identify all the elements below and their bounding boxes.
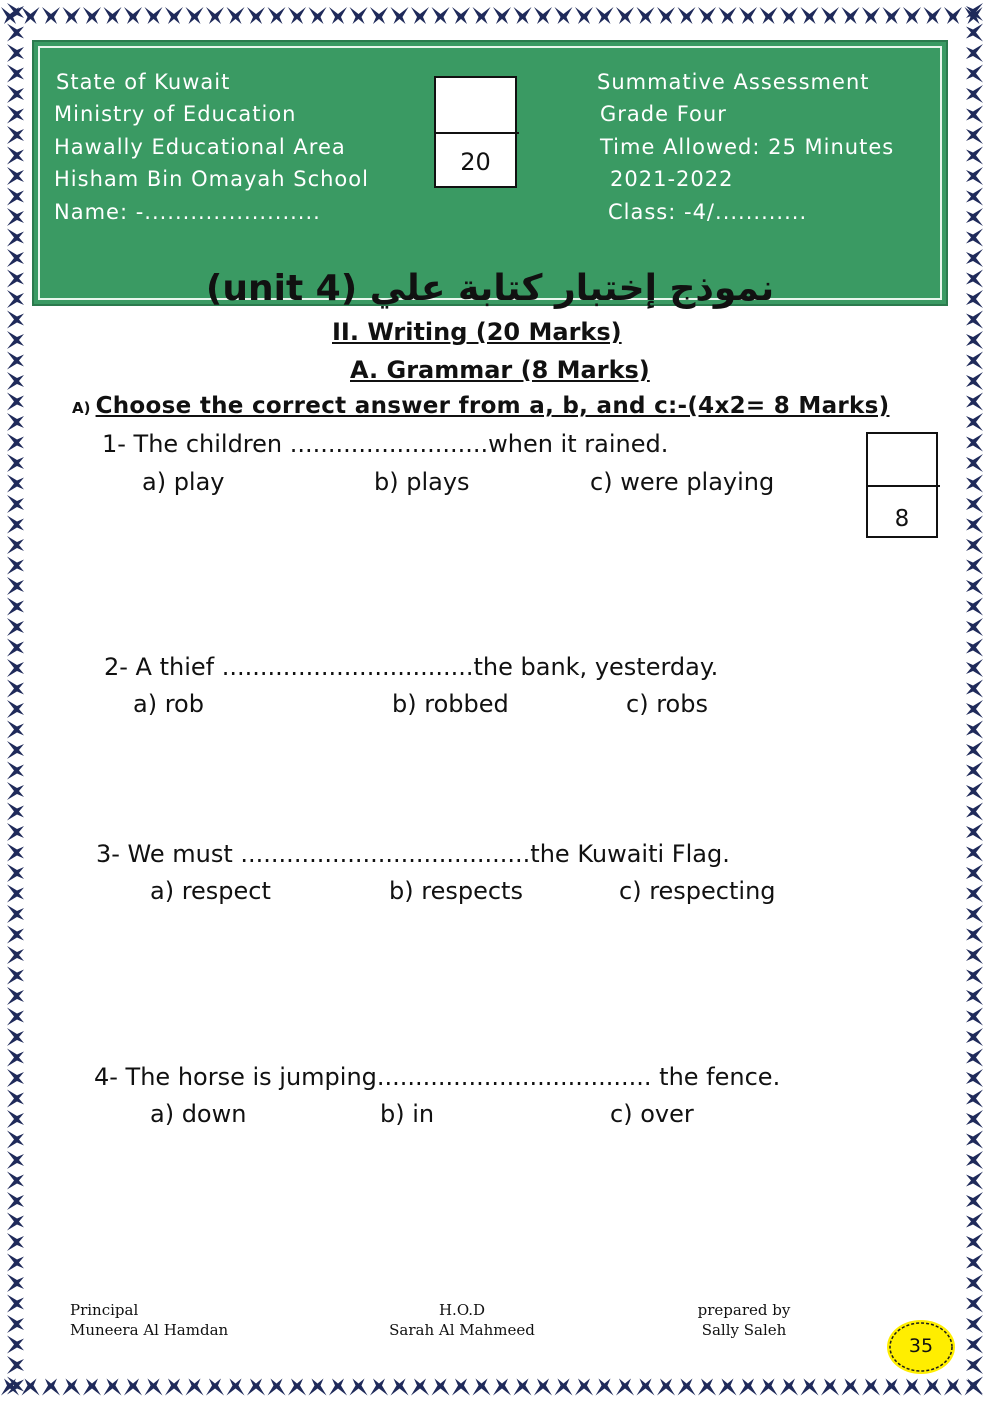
- border-bird-icon: [966, 1233, 983, 1251]
- border-bird-icon: [7, 3, 24, 21]
- total-score-box: [434, 76, 517, 188]
- decorative-border-bottom: [0, 1372, 992, 1403]
- border-bird-icon: [7, 1192, 24, 1210]
- border-bird-icon: [288, 7, 306, 24]
- border-bird-icon: [432, 7, 450, 24]
- header-ministry: Ministry of Education: [54, 102, 297, 126]
- border-bird-icon: [966, 1008, 983, 1026]
- border-bird-icon: [7, 1008, 24, 1026]
- border-bird-icon: [7, 1028, 24, 1046]
- border-bird-icon: [966, 106, 983, 124]
- question-3-option-c[interactable]: c) respecting: [619, 877, 776, 905]
- border-bird-icon: [966, 946, 983, 964]
- border-bird-icon: [7, 106, 24, 124]
- student-name-field[interactable]: Name: -.......................: [54, 200, 321, 224]
- class-field[interactable]: Class: -4/............: [608, 200, 808, 224]
- border-bird-icon: [924, 7, 942, 24]
- border-bird-icon: [966, 762, 983, 780]
- border-bird-icon: [821, 7, 839, 24]
- border-bird-icon: [247, 1379, 265, 1396]
- border-bird-icon: [309, 1379, 327, 1396]
- border-bird-icon: [966, 1049, 983, 1067]
- question-4-option-a[interactable]: a) down: [150, 1100, 247, 1128]
- border-bird-icon: [966, 1090, 983, 1108]
- question-4-text: 4- The horse is jumping.................................... the fence.: [94, 1063, 781, 1091]
- border-bird-icon: [966, 495, 983, 513]
- border-bird-icon: [7, 147, 24, 165]
- question-4-option-c[interactable]: c) over: [610, 1100, 694, 1128]
- border-bird-icon: [966, 1028, 983, 1046]
- border-bird-icon: [268, 7, 286, 24]
- border-bird-icon: [575, 1379, 593, 1396]
- border-bird-icon: [966, 1172, 983, 1190]
- border-bird-icon: [309, 7, 327, 24]
- header-state: State of Kuwait: [56, 70, 231, 94]
- border-bird-icon: [165, 7, 183, 24]
- border-bird-icon: [104, 1379, 122, 1396]
- border-bird-icon: [452, 7, 470, 24]
- border-bird-icon: [7, 229, 24, 247]
- border-bird-icon: [7, 1356, 24, 1374]
- border-bird-icon: [7, 536, 24, 554]
- border-bird-icon: [186, 7, 204, 24]
- border-bird-icon: [760, 1379, 778, 1396]
- border-bird-icon: [7, 885, 24, 903]
- border-bird-icon: [966, 311, 983, 329]
- border-bird-icon: [42, 1379, 60, 1396]
- question-2-option-b[interactable]: b) robbed: [392, 690, 509, 718]
- border-bird-icon: [966, 167, 983, 185]
- page-number-badge: [887, 1320, 955, 1374]
- border-bird-icon: [966, 823, 983, 841]
- border-bird-icon: [966, 1131, 983, 1149]
- border-bird-icon: [145, 1379, 163, 1396]
- border-bird-icon: [7, 926, 24, 944]
- border-bird-icon: [350, 1379, 368, 1396]
- border-bird-icon: [7, 270, 24, 288]
- border-bird-icon: [145, 7, 163, 24]
- border-bird-icon: [966, 413, 983, 431]
- border-bird-icon: [7, 167, 24, 185]
- border-bird-icon: [555, 7, 573, 24]
- border-bird-icon: [842, 7, 860, 24]
- border-bird-icon: [966, 721, 983, 739]
- border-bird-icon: [903, 7, 921, 24]
- border-bird-icon: [7, 659, 24, 677]
- question-1-option-b[interactable]: b) plays: [374, 468, 470, 496]
- section-score-box: [866, 432, 938, 538]
- border-bird-icon: [7, 700, 24, 718]
- border-bird-icon: [966, 434, 983, 452]
- border-bird-icon: [7, 762, 24, 780]
- border-bird-icon: [821, 1379, 839, 1396]
- border-bird-icon: [862, 7, 880, 24]
- border-bird-icon: [883, 7, 901, 24]
- instruction-prefix: A): [72, 399, 91, 417]
- border-bird-icon: [966, 331, 983, 349]
- border-bird-icon: [7, 1274, 24, 1292]
- border-bird-icon: [966, 1110, 983, 1128]
- border-bird-icon: [104, 7, 122, 24]
- border-bird-icon: [7, 1315, 24, 1333]
- border-bird-icon: [206, 1379, 224, 1396]
- border-bird-icon: [329, 7, 347, 24]
- border-bird-icon: [966, 741, 983, 759]
- border-bird-icon: [966, 44, 983, 62]
- header-grade: Grade Four: [600, 102, 727, 126]
- section-score-divider: [868, 485, 940, 487]
- border-bird-icon: [7, 393, 24, 411]
- border-bird-icon: [124, 1379, 142, 1396]
- principal-name: Muneera Al Hamdan: [70, 1321, 229, 1339]
- score-divider: [436, 132, 519, 134]
- prepared-title: prepared by: [697, 1301, 791, 1319]
- header-time-allowed: Time Allowed: 25 Minutes: [600, 135, 895, 159]
- border-bird-icon: [862, 1379, 880, 1396]
- border-bird-icon: [966, 1315, 983, 1333]
- border-bird-icon: [966, 700, 983, 718]
- footer-principal: [70, 1300, 228, 1340]
- border-bird-icon: [7, 249, 24, 267]
- border-bird-icon: [514, 1379, 532, 1396]
- arabic-title: نموذج إختبار كتابة علي (unit 4): [205, 268, 775, 309]
- border-bird-icon: [966, 1069, 983, 1087]
- border-bird-icon: [780, 7, 798, 24]
- border-bird-icon: [596, 7, 614, 24]
- border-bird-icon: [966, 372, 983, 390]
- border-bird-icon: [7, 44, 24, 62]
- border-bird-icon: [329, 1379, 347, 1396]
- border-bird-icon: [966, 229, 983, 247]
- border-bird-icon: [966, 885, 983, 903]
- border-bird-icon: [7, 331, 24, 349]
- border-bird-icon: [7, 311, 24, 329]
- border-bird-icon: [966, 967, 983, 985]
- border-bird-icon: [966, 3, 983, 21]
- border-bird-icon: [7, 557, 24, 575]
- section-subtitle: A. Grammar (8 Marks): [350, 356, 650, 384]
- border-bird-icon: [514, 7, 532, 24]
- border-bird-icon: [966, 516, 983, 534]
- border-bird-icon: [452, 1379, 470, 1396]
- question-3-option-a[interactable]: a) respect: [150, 877, 271, 905]
- principal-title: Principal: [70, 1301, 139, 1319]
- border-bird-icon: [7, 782, 24, 800]
- border-bird-icon: [719, 7, 737, 24]
- border-bird-icon: [966, 270, 983, 288]
- border-bird-icon: [966, 126, 983, 144]
- border-bird-icon: [7, 1090, 24, 1108]
- border-bird-icon: [7, 618, 24, 636]
- border-bird-icon: [966, 1356, 983, 1374]
- border-bird-icon: [966, 987, 983, 1005]
- border-bird-icon: [555, 1379, 573, 1396]
- question-3-option-b[interactable]: b) respects: [389, 877, 523, 905]
- border-bird-icon: [966, 1274, 983, 1292]
- border-bird-icon: [7, 844, 24, 862]
- border-bird-icon: [7, 1377, 24, 1395]
- border-bird-icon: [7, 598, 24, 616]
- border-bird-icon: [7, 741, 24, 759]
- border-bird-icon: [83, 1379, 101, 1396]
- border-bird-icon: [966, 1254, 983, 1272]
- border-bird-icon: [842, 1379, 860, 1396]
- question-1-option-c[interactable]: c) were playing: [590, 468, 775, 496]
- border-bird-icon: [63, 1379, 81, 1396]
- border-bird-icon: [7, 475, 24, 493]
- decorative-border-left: [0, 0, 30, 1403]
- border-bird-icon: [247, 7, 265, 24]
- instruction: [72, 393, 889, 419]
- question-4-option-b[interactable]: b) in: [380, 1100, 435, 1128]
- border-bird-icon: [473, 1379, 491, 1396]
- border-bird-icon: [924, 1379, 942, 1396]
- border-bird-icon: [391, 7, 409, 24]
- border-bird-icon: [534, 1379, 552, 1396]
- section-title: II. Writing (20 Marks): [332, 318, 622, 346]
- border-bird-icon: [966, 393, 983, 411]
- hod-name: Sarah Al Mahmeed: [389, 1321, 535, 1339]
- border-bird-icon: [42, 7, 60, 24]
- border-bird-icon: [575, 7, 593, 24]
- border-bird-icon: [7, 24, 24, 42]
- border-bird-icon: [7, 126, 24, 144]
- border-bird-icon: [7, 516, 24, 534]
- border-bird-icon: [7, 1069, 24, 1087]
- border-bird-icon: [966, 85, 983, 103]
- border-bird-icon: [7, 413, 24, 431]
- border-bird-icon: [7, 577, 24, 595]
- border-bird-icon: [7, 1049, 24, 1067]
- border-bird-icon: [966, 65, 983, 83]
- border-bird-icon: [7, 208, 24, 226]
- border-bird-icon: [966, 598, 983, 616]
- border-bird-icon: [966, 618, 983, 636]
- border-bird-icon: [966, 188, 983, 206]
- header-area: Hawally Educational Area: [54, 135, 346, 159]
- border-bird-icon: [616, 1379, 634, 1396]
- border-bird-icon: [698, 7, 716, 24]
- border-bird-icon: [7, 495, 24, 513]
- border-bird-icon: [7, 864, 24, 882]
- border-bird-icon: [966, 24, 983, 42]
- border-bird-icon: [7, 372, 24, 390]
- border-bird-icon: [966, 352, 983, 370]
- border-bird-icon: [698, 1379, 716, 1396]
- border-bird-icon: [739, 7, 757, 24]
- border-bird-icon: [7, 1172, 24, 1190]
- border-bird-icon: [7, 65, 24, 83]
- border-bird-icon: [7, 987, 24, 1005]
- border-bird-icon: [7, 1295, 24, 1313]
- border-bird-icon: [966, 864, 983, 882]
- border-bird-icon: [411, 1379, 429, 1396]
- border-bird-icon: [966, 680, 983, 698]
- border-bird-icon: [7, 1131, 24, 1149]
- decorative-border-top: [0, 0, 992, 30]
- border-bird-icon: [883, 1379, 901, 1396]
- border-bird-icon: [391, 1379, 409, 1396]
- border-bird-icon: [227, 1379, 245, 1396]
- border-bird-icon: [227, 7, 245, 24]
- border-bird-icon: [7, 967, 24, 985]
- page-number: 35: [908, 1335, 934, 1357]
- border-bird-icon: [616, 7, 634, 24]
- decorative-border-right: [958, 0, 992, 1403]
- question-3-text: 3- We must ......................................the Kuwaiti Flag.: [96, 840, 730, 868]
- border-bird-icon: [411, 7, 429, 24]
- border-bird-icon: [966, 290, 983, 308]
- border-bird-icon: [966, 639, 983, 657]
- border-bird-icon: [370, 7, 388, 24]
- border-bird-icon: [966, 782, 983, 800]
- border-bird-icon: [206, 7, 224, 24]
- border-bird-icon: [7, 905, 24, 923]
- border-bird-icon: [903, 1379, 921, 1396]
- border-bird-icon: [7, 1213, 24, 1231]
- border-bird-icon: [7, 1336, 24, 1354]
- border-bird-icon: [966, 659, 983, 677]
- border-bird-icon: [596, 1379, 614, 1396]
- header-year: 2021-2022: [610, 167, 734, 191]
- border-bird-icon: [7, 454, 24, 472]
- border-bird-icon: [760, 7, 778, 24]
- border-bird-icon: [7, 352, 24, 370]
- border-bird-icon: [288, 1379, 306, 1396]
- question-2-option-a[interactable]: a) rob: [133, 690, 204, 718]
- border-bird-icon: [966, 905, 983, 923]
- border-bird-icon: [966, 803, 983, 821]
- instruction-text: Choose the correct answer from a, b, and c:-(4x2= 8 Marks): [95, 393, 890, 419]
- border-bird-icon: [493, 7, 511, 24]
- border-bird-icon: [801, 1379, 819, 1396]
- header-school: Hisham Bin Omayah School: [54, 167, 369, 191]
- border-bird-icon: [473, 7, 491, 24]
- border-bird-icon: [966, 147, 983, 165]
- border-bird-icon: [966, 208, 983, 226]
- border-bird-icon: [719, 1379, 737, 1396]
- border-bird-icon: [7, 680, 24, 698]
- border-bird-icon: [124, 7, 142, 24]
- border-bird-icon: [7, 1254, 24, 1272]
- border-bird-icon: [432, 1379, 450, 1396]
- border-bird-icon: [966, 249, 983, 267]
- border-bird-icon: [370, 1379, 388, 1396]
- border-bird-icon: [165, 1379, 183, 1396]
- border-bird-icon: [7, 290, 24, 308]
- header-assessment: Summative Assessment: [597, 70, 870, 94]
- section-score-value: 8: [894, 506, 910, 532]
- border-bird-icon: [966, 475, 983, 493]
- border-bird-icon: [966, 926, 983, 944]
- border-bird-icon: [966, 577, 983, 595]
- border-bird-icon: [966, 1213, 983, 1231]
- border-bird-icon: [7, 803, 24, 821]
- border-bird-icon: [7, 188, 24, 206]
- border-bird-icon: [966, 1377, 983, 1395]
- border-bird-icon: [637, 7, 655, 24]
- question-2-option-c[interactable]: c) robs: [626, 690, 708, 718]
- border-bird-icon: [966, 1151, 983, 1169]
- border-bird-icon: [678, 1379, 696, 1396]
- border-bird-icon: [63, 7, 81, 24]
- total-score-value: 20: [460, 148, 491, 176]
- border-bird-icon: [186, 1379, 204, 1396]
- border-bird-icon: [801, 7, 819, 24]
- question-1-text: 1- The children ..........................when it rained.: [102, 430, 669, 458]
- footer-hod: [382, 1300, 542, 1340]
- border-bird-icon: [966, 557, 983, 575]
- border-bird-icon: [83, 7, 101, 24]
- footer-prepared-by: [684, 1300, 804, 1340]
- question-2-text: 2- A thief .................................the bank, yesterday.: [104, 653, 719, 681]
- border-bird-icon: [780, 1379, 798, 1396]
- border-bird-icon: [657, 1379, 675, 1396]
- border-bird-icon: [966, 536, 983, 554]
- border-bird-icon: [966, 1336, 983, 1354]
- question-1-option-a[interactable]: a) play: [142, 468, 225, 496]
- border-bird-icon: [966, 1295, 983, 1313]
- border-bird-icon: [966, 454, 983, 472]
- border-bird-icon: [966, 844, 983, 862]
- border-bird-icon: [534, 7, 552, 24]
- border-bird-icon: [7, 434, 24, 452]
- border-bird-icon: [678, 7, 696, 24]
- border-bird-icon: [739, 1379, 757, 1396]
- border-bird-icon: [268, 1379, 286, 1396]
- prepared-name: Sally Saleh: [701, 1321, 787, 1339]
- border-bird-icon: [966, 1192, 983, 1210]
- border-bird-icon: [7, 1110, 24, 1128]
- border-bird-icon: [7, 721, 24, 739]
- border-bird-icon: [7, 639, 24, 657]
- border-bird-icon: [7, 823, 24, 841]
- border-bird-icon: [7, 946, 24, 964]
- border-bird-icon: [7, 1233, 24, 1251]
- border-bird-icon: [637, 1379, 655, 1396]
- border-bird-icon: [493, 1379, 511, 1396]
- border-bird-icon: [350, 7, 368, 24]
- border-bird-icon: [7, 85, 24, 103]
- border-bird-icon: [657, 7, 675, 24]
- border-bird-icon: [7, 1151, 24, 1169]
- hod-title: H.O.D: [438, 1301, 486, 1319]
- exam-header: [32, 40, 948, 309]
